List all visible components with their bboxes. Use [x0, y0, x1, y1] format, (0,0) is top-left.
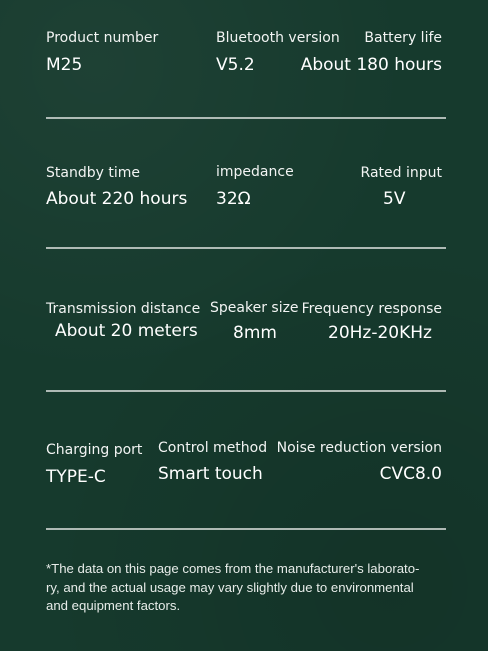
spec-value-charging-port: TYPE-C: [46, 467, 106, 487]
spec-label-frequency-response: Frequency response: [301, 301, 442, 317]
divider: [46, 390, 446, 392]
footnote: *The data on this page comes from the manufacturer's laborato- ry, and the actual usage may vary slightly due to environmental and equipment factors.: [46, 561, 420, 613]
spec-value-battery-life: About 180 hours: [300, 55, 442, 75]
spec-label-impedance: impedance: [216, 164, 294, 180]
spec-value-impedance: 32Ω: [216, 189, 251, 209]
spec-label-charging-port: Charging port: [46, 442, 143, 458]
spec-value-rated-input: 5V: [383, 189, 406, 209]
spec-label-standby-time: Standby time: [46, 165, 140, 181]
divider: [46, 117, 446, 119]
divider: [46, 528, 446, 530]
spec-value-bluetooth-version: V5.2: [216, 55, 255, 75]
spec-label-speaker-size: Speaker size: [210, 300, 299, 316]
spec-value-speaker-size: 8mm: [233, 323, 277, 343]
spec-label-bluetooth-version: Bluetooth version: [216, 30, 340, 46]
spec-value-product-number: M25: [46, 55, 83, 75]
spec-value-transmission-distance: About 20 meters: [55, 321, 198, 341]
spec-label-transmission-distance: Transmission distance: [46, 301, 201, 317]
spec-label-product-number: Product number: [46, 30, 159, 46]
spec-label-battery-life: Battery life: [364, 30, 442, 46]
spec-label-noise-reduction-version: Noise reduction version: [276, 440, 442, 456]
spec-label-control-method: Control method: [158, 440, 268, 456]
spec-value-control-method: Smart touch: [158, 464, 263, 484]
spec-value-standby-time: About 220 hours: [46, 189, 188, 209]
spec-value-noise-reduction-version: CVC8.0: [379, 464, 442, 484]
divider: [46, 247, 446, 249]
spec-label-rated-input: Rated input: [360, 165, 442, 181]
spec-value-frequency-response: 20Hz-20KHz: [328, 323, 432, 343]
